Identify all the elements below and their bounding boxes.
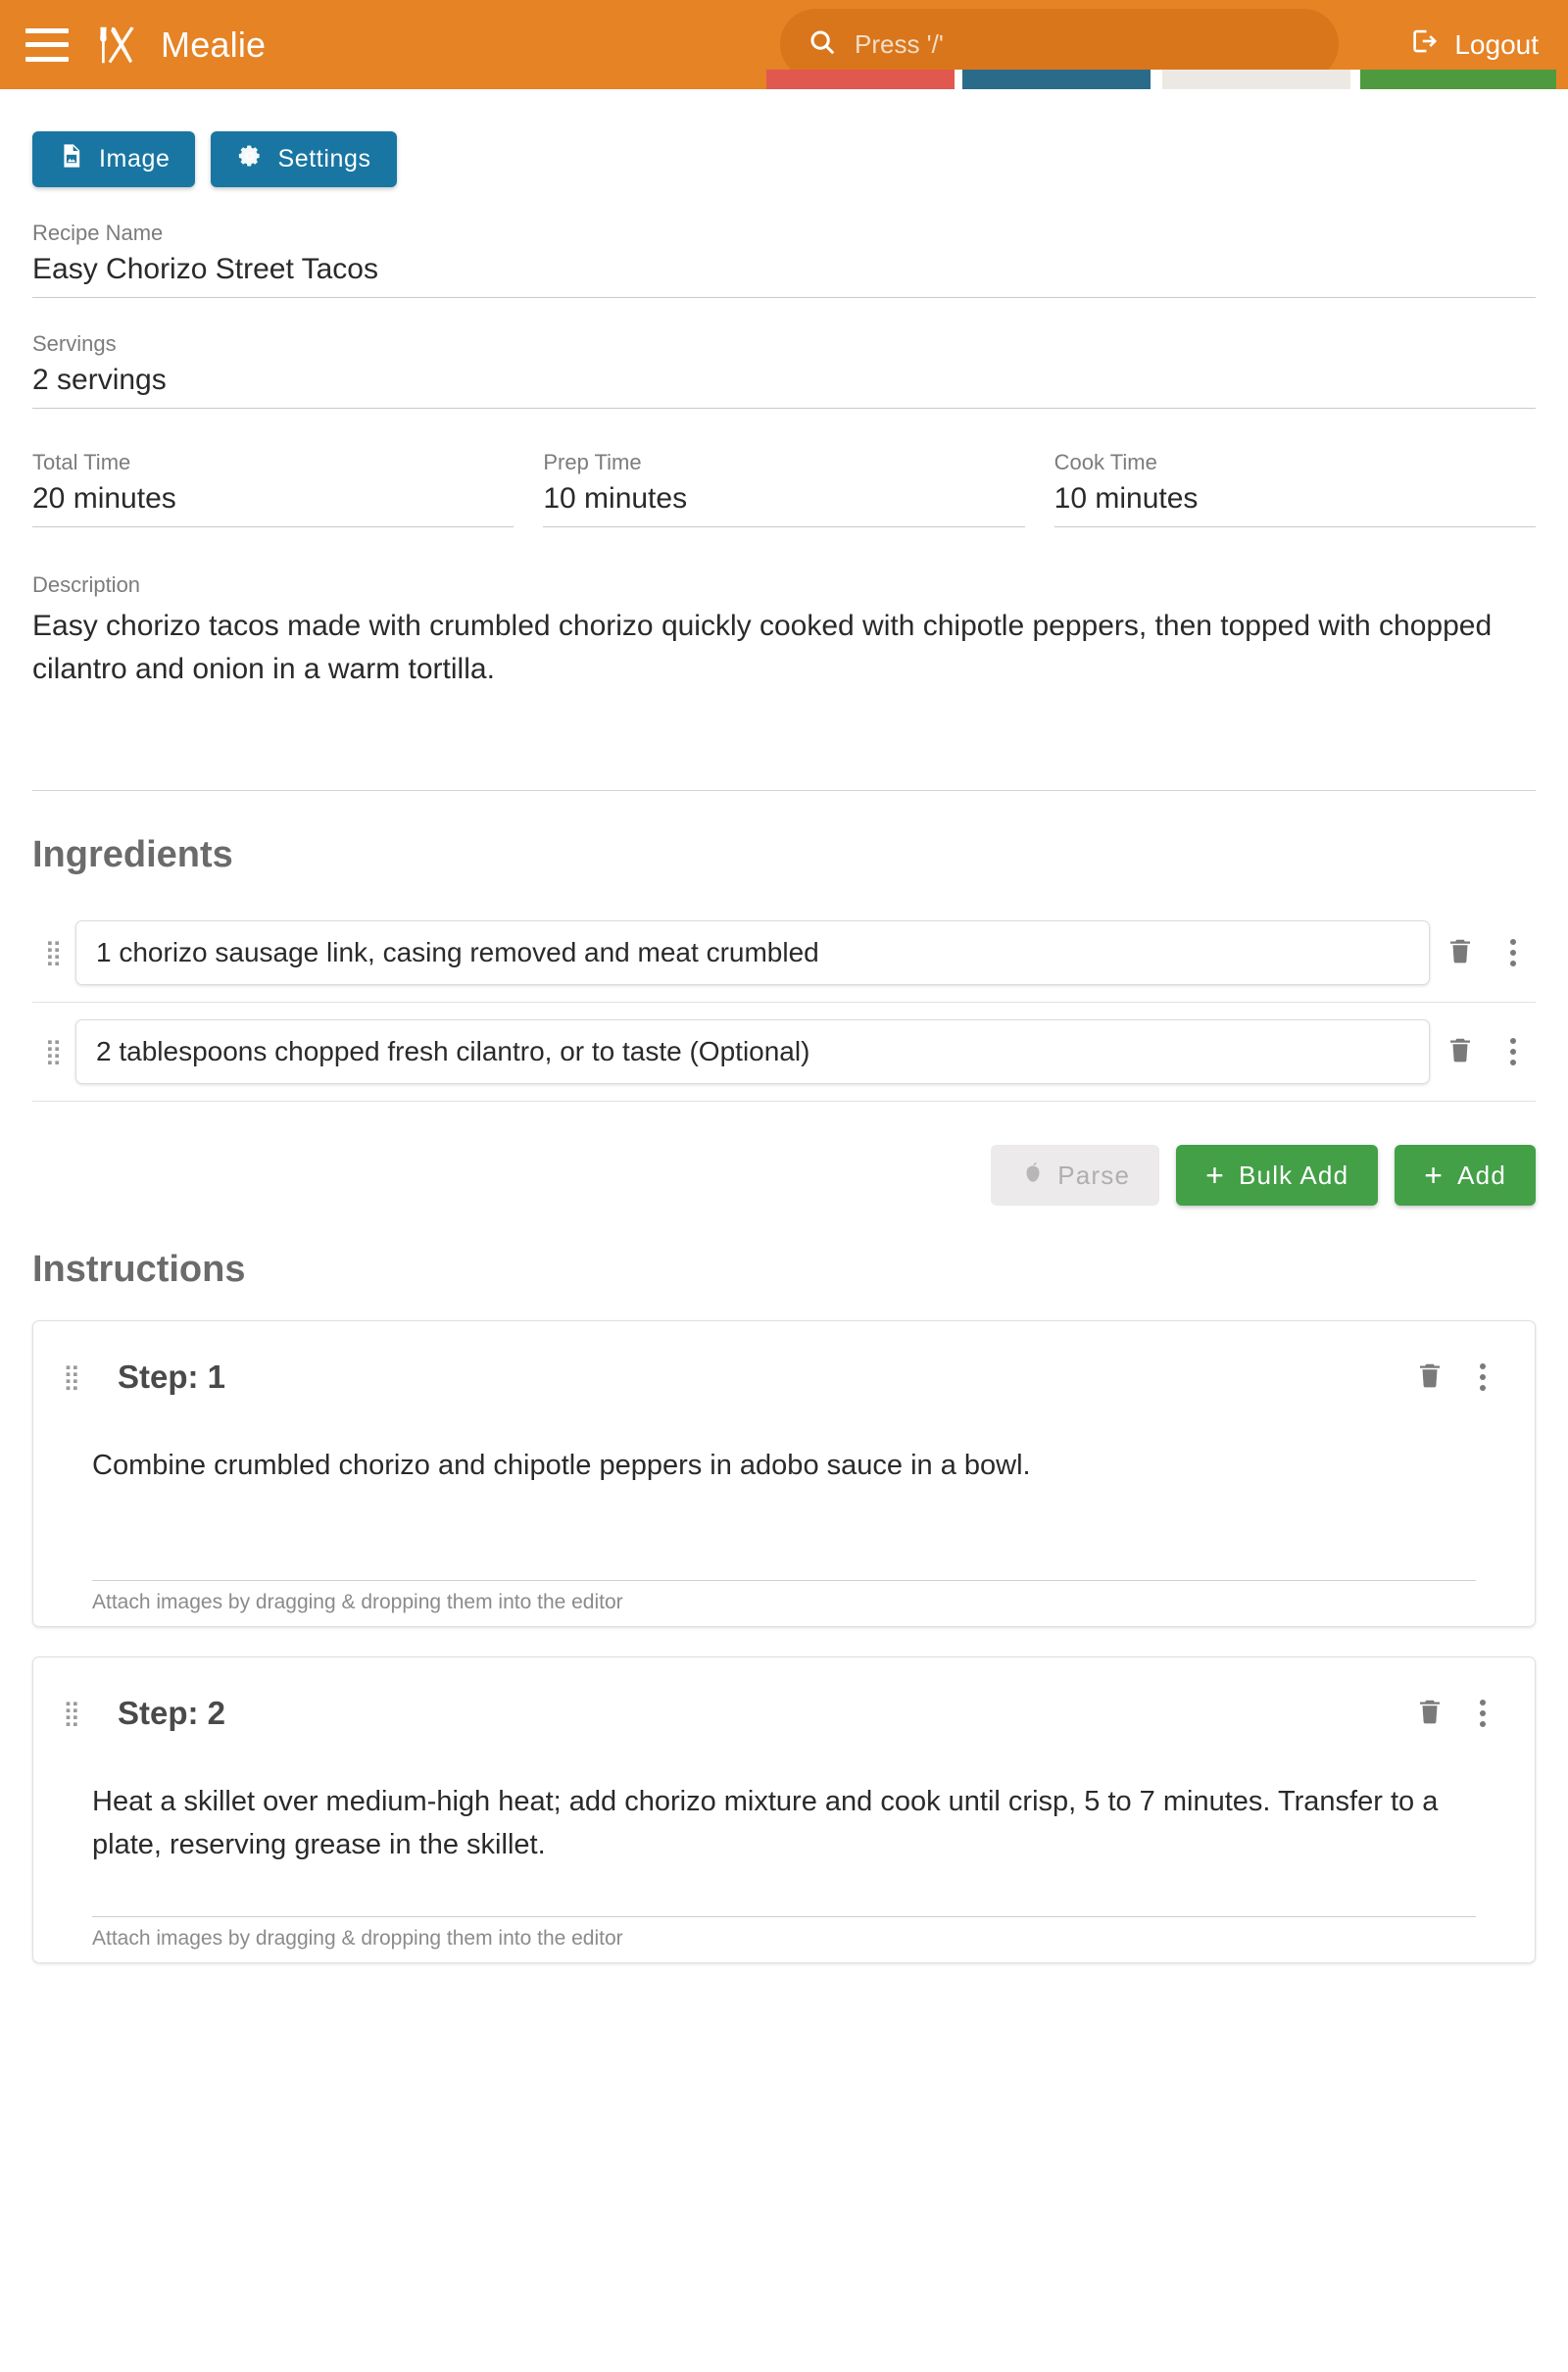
step-menu-button[interactable] [1460, 1363, 1505, 1391]
step-text-input[interactable]: Heat a skillet over medium-high heat; add chorizo mixture and cook until crisp, 5 to 7 minutes. Transfer to a plate, reserving grease in the skillet. [92, 1786, 1439, 1860]
ingredient-menu-button[interactable] [1491, 939, 1536, 966]
prep-time-label: Prep Time [543, 450, 642, 474]
plus-icon: + [1424, 1158, 1445, 1193]
delete-step-button[interactable] [1399, 1347, 1460, 1408]
image-file-icon [58, 142, 85, 176]
ingredient-menu-button[interactable] [1491, 1038, 1536, 1065]
description-label: Description [32, 572, 141, 597]
add-ingredient-button[interactable] [1395, 1145, 1536, 1206]
attach-images-hint: Attach images by dragging & dropping them into the editor [92, 1916, 1476, 1951]
ingredient-actions [32, 1145, 1536, 1206]
image-button[interactable] [32, 131, 195, 187]
trash-icon [1415, 1359, 1445, 1396]
step-text-input[interactable]: Combine crumbled chorizo and chipotle peppers in adobo sauce in a bowl. [92, 1450, 1031, 1481]
recipe-name-input[interactable]: Easy Chorizo Street Tacos [32, 253, 1536, 298]
brand[interactable] [94, 23, 266, 68]
step-title: Step: 1 [118, 1359, 226, 1395]
bulk-add-button[interactable] [1176, 1145, 1378, 1206]
logout-icon [1409, 26, 1439, 63]
step-title: Step: 2 [118, 1695, 226, 1731]
ingredient-input[interactable]: 1 chorizo sausage link, casing removed and meat crumbled [75, 920, 1430, 985]
plus-icon: + [1205, 1158, 1225, 1193]
instructions-heading: Instructions [32, 1249, 246, 1290]
editor-toolbar [32, 89, 1536, 187]
drag-handle-icon[interactable]: ⣿ [63, 1362, 82, 1391]
ingredient-row [32, 904, 1536, 1003]
total-time-input[interactable]: 20 minutes [32, 482, 514, 527]
bulk-add-label: Bulk Add [1239, 1160, 1349, 1190]
recipe-name-field[interactable] [32, 221, 1536, 298]
hamburger-icon[interactable] [25, 28, 69, 62]
app-bar [0, 0, 1568, 89]
drag-handle-icon[interactable]: ⣿ [63, 1699, 82, 1727]
total-time-label: Total Time [32, 450, 131, 474]
cook-time-field[interactable] [1054, 450, 1536, 527]
trash-icon [1446, 935, 1475, 971]
step-header [63, 1683, 1505, 1744]
instruction-step-card [32, 1320, 1536, 1627]
trash-icon [1415, 1696, 1445, 1732]
ingredient-input[interactable]: 2 tablespoons chopped fresh cilantro, or to taste (Optional) [75, 1019, 1430, 1084]
drag-handle-icon[interactable]: ⣿ [44, 1037, 64, 1065]
search-icon [808, 27, 837, 62]
settings-button-label: Settings [277, 145, 371, 173]
gear-icon [236, 142, 264, 176]
attach-images-hint: Attach images by dragging & dropping them into the editor [92, 1580, 1476, 1614]
food-apple-icon [1020, 1160, 1046, 1192]
delete-ingredient-button[interactable] [1430, 922, 1491, 983]
logout-label: Logout [1454, 28, 1539, 60]
description-input[interactable]: Easy chorizo tacos made with crumbled chorizo quickly cooked with chipotle peppers, then topped with chopped cilantro and onion in a warm tortilla. [32, 605, 1536, 791]
delete-ingredient-button[interactable] [1430, 1021, 1491, 1082]
ingredient-row [32, 1003, 1536, 1102]
brand-name: Mealie [161, 24, 267, 65]
ingredients-heading: Ingredients [32, 834, 233, 875]
settings-button[interactable] [211, 131, 396, 187]
servings-label: Servings [32, 331, 117, 356]
recipe-editor [0, 89, 1568, 1963]
delete-step-button[interactable] [1399, 1683, 1460, 1744]
instruction-step-card [32, 1656, 1536, 1963]
time-fields [32, 450, 1536, 527]
header-image-strip [766, 70, 1568, 89]
recipe-name-label: Recipe Name [32, 221, 164, 245]
description-field[interactable] [32, 572, 1536, 791]
add-label: Add [1457, 1160, 1506, 1190]
drag-handle-icon[interactable]: ⣿ [44, 938, 64, 966]
step-header [63, 1347, 1505, 1408]
parse-button[interactable] [991, 1145, 1159, 1206]
cook-time-input[interactable]: 10 minutes [1054, 482, 1536, 527]
servings-input[interactable]: 2 servings [32, 364, 1536, 409]
cook-time-label: Cook Time [1054, 450, 1157, 474]
total-time-field[interactable] [32, 450, 514, 527]
prep-time-input[interactable]: 10 minutes [543, 482, 1024, 527]
step-menu-button[interactable] [1460, 1700, 1505, 1727]
ingredients-list [32, 904, 1536, 1102]
search-placeholder: Press '/' [855, 28, 944, 59]
servings-field[interactable] [32, 331, 1536, 409]
trash-icon [1446, 1034, 1475, 1070]
parse-button-label: Parse [1057, 1160, 1131, 1190]
prep-time-field[interactable] [543, 450, 1024, 527]
fork-knife-logo [94, 23, 139, 68]
image-button-label: Image [99, 145, 171, 173]
